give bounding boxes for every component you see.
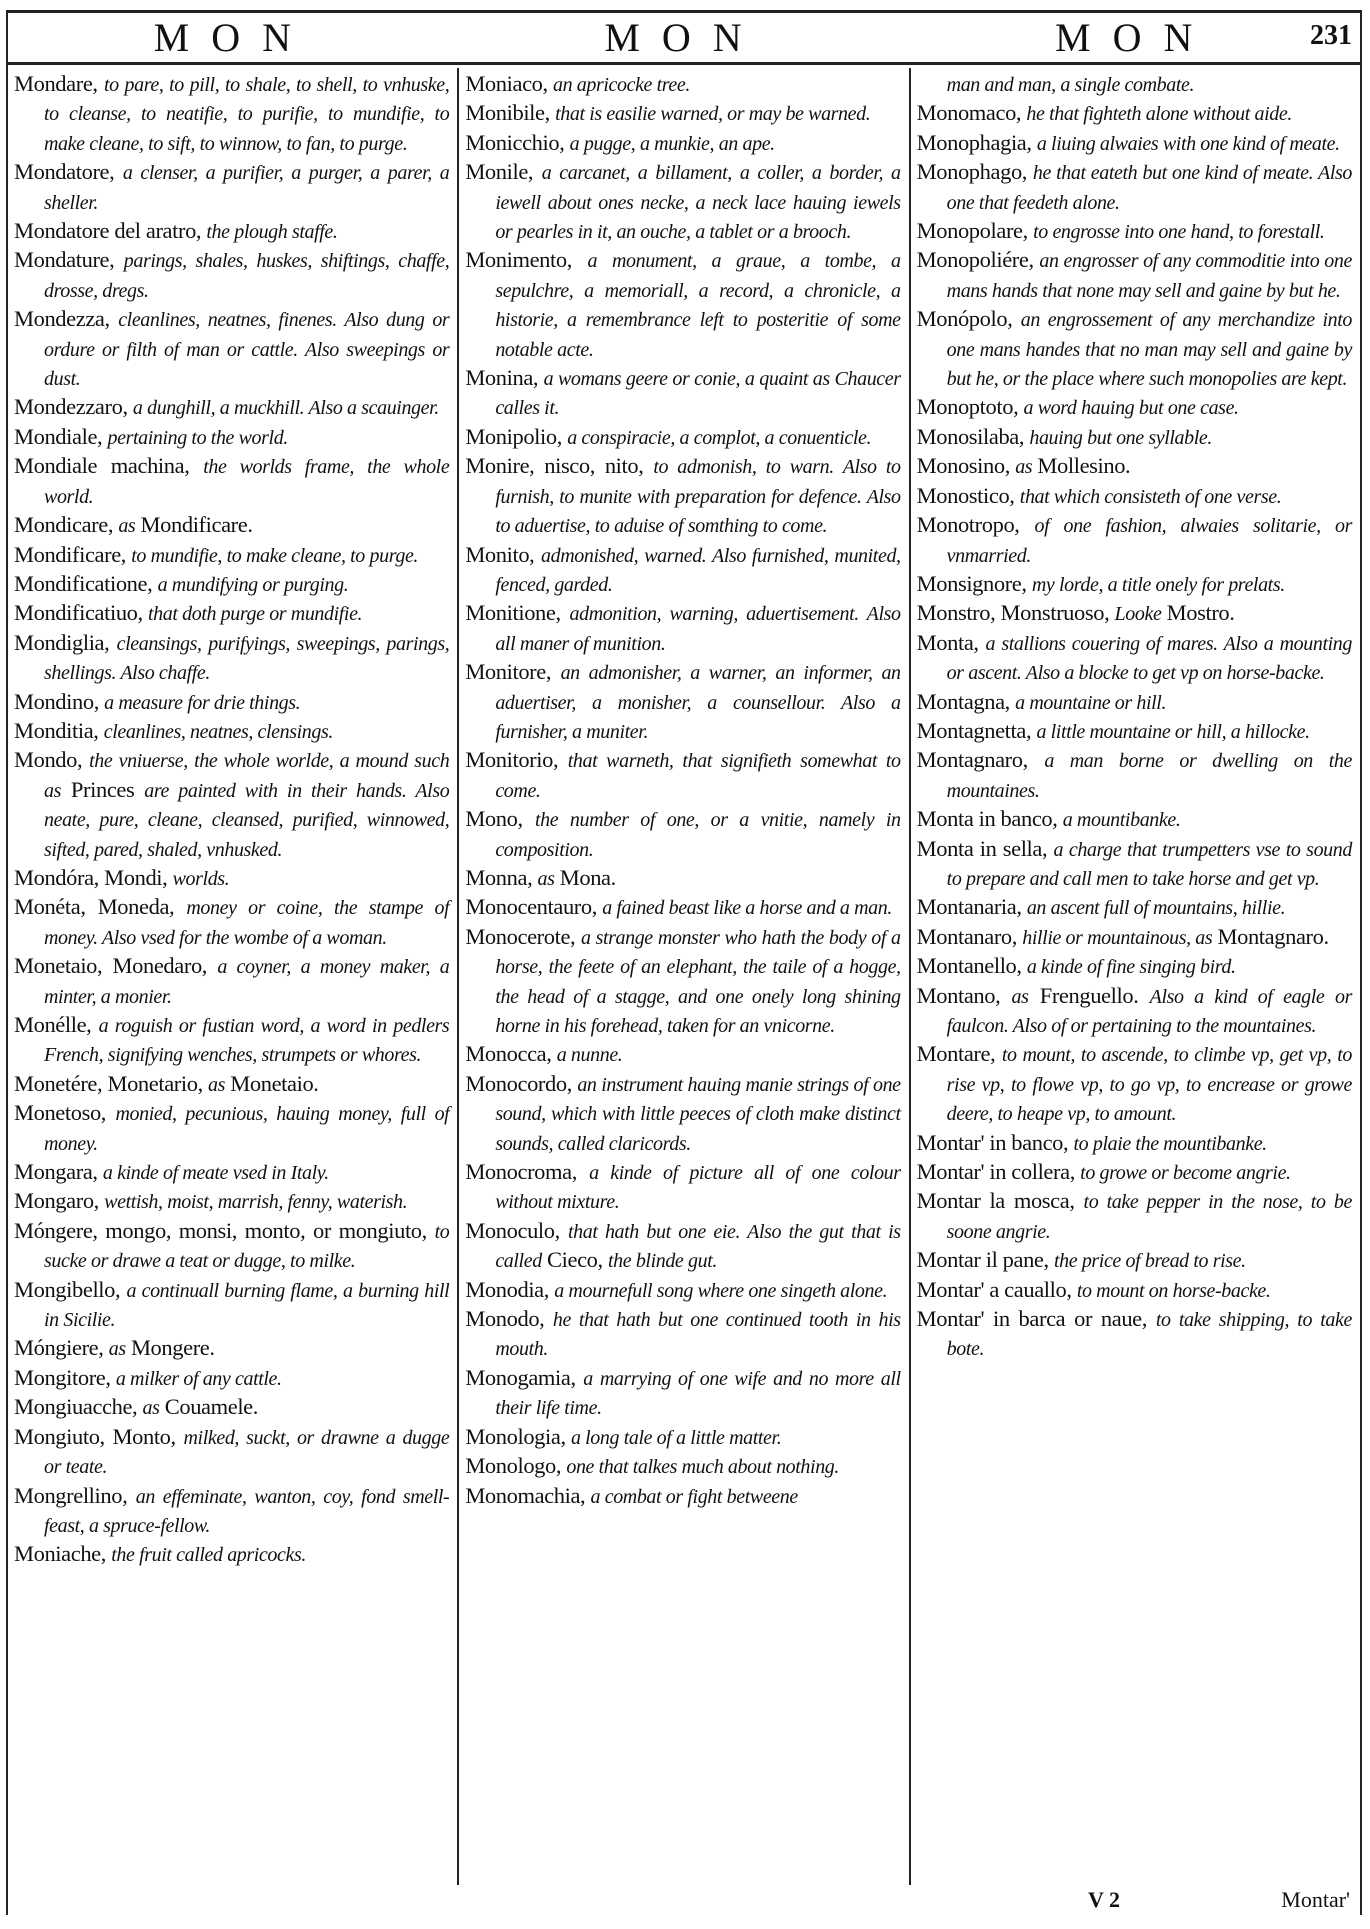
definition: wettish, moist, marrish, fenny, waterish.: [104, 1191, 408, 1214]
definition: a fained beast like a horse and a man.: [602, 897, 892, 920]
definition: a man borne or dwelling on the mountaines.: [946, 750, 1352, 802]
headword: Monélle,: [14, 1012, 92, 1037]
cross-reference: Mongere.: [130, 1335, 215, 1361]
dictionary-entry: [465, 541, 900, 600]
column-1: [8, 68, 459, 1885]
headword: Monocca,: [465, 1041, 552, 1067]
definition: a womans geere or conie, a quaint as Chaucer calles it.: [495, 368, 901, 420]
definition: admonition, warning, aduertisement. Also all maner of munition.: [495, 603, 901, 655]
dictionary-entry: [465, 805, 900, 864]
dictionary-entry: [14, 1334, 449, 1363]
definition: a little mountaine or hill, a hillocke.: [1036, 720, 1310, 743]
definition: the worlds frame, the whole world.: [44, 456, 450, 508]
definition: as: [208, 1073, 226, 1096]
dictionary-entry: [14, 246, 449, 305]
running-head: [8, 14, 1360, 60]
headword: Monile,: [465, 159, 534, 185]
headword: Monoptoto,: [916, 394, 1019, 420]
header-rule: [8, 62, 1360, 65]
definition: a mundifying or purging.: [157, 573, 349, 596]
headword: Mongitore,: [14, 1364, 111, 1390]
definition: to take shipping, to take bote.: [946, 1309, 1352, 1361]
definition: a dunghill, a muckhill. Also a scauinger.: [132, 397, 439, 420]
dictionary-entry: [465, 1305, 900, 1364]
headword: Monitorio,: [465, 747, 559, 773]
definition: the fruit called apricocks.: [111, 1544, 306, 1567]
headword: Mondezza,: [14, 306, 110, 332]
dictionary-entry: [465, 129, 900, 158]
definition: a pugge, a munkie, an ape.: [569, 132, 775, 155]
dictionary-entry: [14, 452, 449, 511]
definition: a kinde of meate vsed in Italy.: [102, 1162, 329, 1185]
dictionary-entry: [917, 570, 1352, 599]
dictionary-entry: [465, 1482, 900, 1511]
dictionary-entry: [465, 99, 900, 128]
dictionary-entry: [917, 952, 1352, 981]
headword: Monipolio,: [465, 423, 562, 449]
dictionary-entry: [465, 864, 900, 893]
dictionary-entry: [917, 688, 1352, 717]
dictionary-entry: [917, 923, 1352, 952]
definition: cleanlines, neatnes, finenes. Also dung or ordure or filth of man or cattle. Also sweepings or dust.: [44, 309, 450, 391]
headword: Monta in banco,: [916, 806, 1058, 832]
dictionary-entry: [465, 923, 900, 1041]
definition: an admonisher, a warner, an informer, an aduertiser, a monisher, a counsellour. Also a furnisher, a muniter.: [495, 662, 901, 743]
headword: Montare,: [916, 1041, 996, 1067]
headword: Monta in sella,: [916, 835, 1048, 861]
headword: Monsignore,: [916, 570, 1027, 596]
dictionary-entry: [917, 746, 1352, 805]
definition: a monument, a graue, a tombe, a sepulchre, a memoriall, a record, a chronicle, a historie, a remembrance left to posteritie of some notable acte.: [495, 250, 901, 361]
headword: Monditia,: [14, 717, 99, 743]
dictionary-entry: [917, 482, 1352, 511]
dictionary-entry: [917, 599, 1352, 628]
definition: a kinde of fine singing bird.: [1026, 956, 1236, 979]
definition: a marrying of one wife and no more all their life time.: [495, 1367, 901, 1420]
definition: to engrosse into one hand, to forestall.: [1033, 221, 1325, 244]
headword: Mondezzaro,: [14, 394, 128, 420]
definition: worlds.: [172, 867, 230, 890]
cross-reference: Cieco,: [547, 1247, 603, 1273]
headword: Mondo,: [14, 747, 83, 773]
dictionary-entry: [917, 70, 1352, 99]
definition: a stallions couering of mares. Also a mounting or ascent. Also a blocke to get vp on horse-backe.: [946, 632, 1352, 685]
dictionary-entry: [917, 246, 1352, 305]
definition: he that hath but one continued tooth in his mouth.: [495, 1309, 901, 1361]
definition: as: [1011, 985, 1029, 1008]
definition: that warneth, that signifieth somewhat to come.: [495, 750, 901, 802]
dictionary-entry: [14, 1423, 449, 1482]
headword: Mondatore,: [14, 159, 115, 185]
definition: of one fashion, alwaies solitarie, or vnmarried.: [946, 515, 1352, 567]
headword: Monitore,: [465, 659, 552, 685]
definition-continued: are painted with in their hands. Also neate, pure, cleane, cleansed, purified, winnowed, sifted, pared, shaled, vnhusked.: [44, 779, 450, 861]
definition: that is easilie warned, or may be warned.: [555, 103, 871, 126]
dictionary-entry: [465, 158, 900, 246]
headword: Monopoliére,: [916, 247, 1034, 273]
headword: Mondóra, Mondi,: [14, 864, 168, 890]
dictionary-entry: [14, 1482, 449, 1541]
headword: Monomaco,: [916, 100, 1022, 126]
definition: to mundifie, to make cleane, to purge.: [131, 544, 419, 567]
dictionary-page: [6, 10, 1362, 1915]
definition: to plaie the mountibanke.: [1073, 1132, 1267, 1155]
headword: Moniaco,: [465, 71, 548, 96]
dictionary-entry: [14, 158, 449, 217]
definition: man and man, a single combate.: [946, 74, 1195, 96]
definition: an apricocke tree.: [552, 74, 690, 96]
definition: to pare, to pill, to shale, to shell, to vnhuske, to cleanse, to neatifie, to purifie, to mundifie, to make cleane, to sift, to winnow, to fan, to purge.: [44, 74, 450, 155]
definition: as: [108, 1338, 126, 1361]
definition: an effeminate, wanton, coy, fond smell-feast, a spruce-fellow.: [44, 1485, 450, 1537]
dictionary-entry: [465, 1040, 900, 1069]
headword: Monito,: [465, 541, 535, 567]
dictionary-entry: [465, 1070, 900, 1158]
dictionary-entry: [465, 1452, 900, 1481]
headword: Mondificatiuo,: [14, 600, 143, 626]
dictionary-entry: [465, 893, 900, 922]
definition: as: [142, 1397, 160, 1420]
dictionary-entry: [465, 246, 900, 364]
definition: that doth purge or mundifie.: [148, 603, 363, 626]
definition: a long tale of a little matter.: [570, 1426, 782, 1449]
definition: a mournefull song where one singeth alone.: [554, 1279, 888, 1302]
headword: Monophagia,: [916, 129, 1032, 155]
headword: Monna,: [465, 864, 533, 890]
headword: Monodo,: [465, 1306, 545, 1332]
definition: my lorde, a title onely for prelats.: [1031, 573, 1285, 596]
headword: Montar' in collera,: [916, 1159, 1075, 1185]
cross-reference: Couamele.: [164, 1394, 258, 1420]
definition: to growe or become angrie.: [1080, 1162, 1291, 1185]
headword: Mongiuto, Monto,: [14, 1423, 176, 1449]
headword: Monocroma,: [465, 1159, 577, 1185]
definition-continued: the blinde gut.: [607, 1250, 717, 1273]
dictionary-entry: [917, 982, 1352, 1041]
dictionary-entry: [14, 893, 449, 952]
guide-word: MON: [604, 14, 764, 60]
signature-mark: V 2: [1088, 1887, 1120, 1912]
headword: Monetaio, Monedaro,: [14, 953, 208, 979]
dictionary-entry: [14, 629, 449, 688]
dictionary-entry: [14, 305, 449, 393]
dictionary-entry: [465, 1423, 900, 1452]
definition: an engrossement of any merchandize into one mans handes that no man may sell and gaine by but he, or the place where such monopolies are kept.: [946, 309, 1352, 391]
headword: Monomachia,: [465, 1482, 586, 1508]
dictionary-entry: [14, 393, 449, 422]
dictionary-entry: [14, 570, 449, 599]
definition: milked, suckt, or drawne a dugge or teate.: [44, 1426, 450, 1479]
headword: Monetoso,: [14, 1100, 107, 1126]
headword: Monocordo,: [465, 1070, 572, 1096]
dictionary-entry: [465, 423, 900, 452]
headword: Montano,: [916, 982, 1001, 1008]
dictionary-entry: [917, 805, 1352, 834]
dictionary-entry: [14, 599, 449, 628]
dictionary-entry: [14, 1217, 449, 1276]
definition: an ascent full of mountains, hillie.: [1026, 897, 1286, 920]
headword: Montagnaro,: [916, 747, 1028, 773]
dictionary-entry: [465, 658, 900, 746]
definition: the price of bread to rise.: [1053, 1250, 1246, 1273]
headword: Montanello,: [916, 953, 1022, 979]
guide-word: MON: [153, 14, 313, 60]
definition: as: [1015, 456, 1033, 479]
definition: he that fighteth alone without aide.: [1026, 103, 1292, 126]
headword: Mongara,: [14, 1159, 98, 1185]
headword: Monocentauro,: [465, 894, 597, 920]
dictionary-entry: [14, 541, 449, 570]
headword: Montar' in barca or naue,: [916, 1306, 1147, 1332]
headword: Monosino,: [916, 453, 1010, 479]
dictionary-entry: [14, 1276, 449, 1335]
definition: he that eateth but one kind of meate. Also one that feedeth alone.: [946, 162, 1352, 214]
headword: Monotropo,: [916, 512, 1020, 538]
definition: to mount, to ascende, to climbe vp, get vp, to rise vp, to flowe vp, to go vp, to encrease or growe deere, to heape vp, to amount.: [946, 1044, 1352, 1126]
dictionary-entry: [14, 1011, 449, 1070]
definition: money or coine, the stampe of money. Also vsed for the wombe of a woman.: [44, 897, 450, 949]
dictionary-entry: [917, 1246, 1352, 1275]
headword: Mondatore del aratro,: [14, 218, 202, 244]
dictionary-entry: [14, 217, 449, 246]
definition: as: [118, 515, 136, 538]
headword: Mondare,: [14, 71, 98, 96]
definition: a liuing alwaies with one kind of meate.: [1036, 132, 1340, 155]
dictionary-entry: [14, 1187, 449, 1216]
headword: Mondiglia,: [14, 629, 110, 655]
headword: Montar il pane,: [916, 1247, 1049, 1273]
headword: Monologo,: [465, 1453, 562, 1479]
headword: Monosilaba,: [916, 423, 1025, 449]
definition: pertaining to the world.: [107, 426, 288, 449]
dictionary-entry: [14, 423, 449, 452]
dictionary-entry: [917, 893, 1352, 922]
definition: that which consisteth of one verse.: [1019, 485, 1282, 508]
headword: Monocerote,: [465, 923, 576, 949]
definition: the plough staffe.: [206, 221, 338, 244]
headword: Montanaria,: [916, 894, 1022, 920]
definition: a kinde of picture all of one colour without mixture.: [495, 1162, 901, 1214]
dictionary-entry: [917, 1040, 1352, 1128]
dictionary-entry: [917, 452, 1352, 481]
definition: hillie or mountainous, as: [1022, 926, 1213, 949]
catchword: Montar': [1281, 1887, 1350, 1912]
headword: Monina,: [465, 365, 539, 391]
dictionary-entry: [465, 1276, 900, 1305]
definition: the number of one, or a vnitie, namely in composition.: [495, 809, 901, 861]
headword: Monibile,: [465, 100, 550, 126]
dictionary-entry: [14, 1393, 449, 1422]
dictionary-entry: [917, 1158, 1352, 1187]
headword: Monopolare,: [916, 218, 1028, 244]
headword: Móngere, mongo, monsi, monto, or mongiuto,: [14, 1217, 427, 1243]
headword: Móngiere,: [14, 1335, 104, 1361]
headword: Monitione,: [465, 600, 561, 626]
headword: Monicchio,: [465, 129, 565, 155]
definition: admonished, warned. Also furnished, munited, fenced, garded.: [495, 544, 901, 596]
dictionary-entry: [465, 364, 900, 423]
headword: Montar' in banco,: [916, 1129, 1069, 1155]
dictionary-entry: [465, 70, 900, 99]
definition: hauing but one syllable.: [1029, 426, 1212, 449]
headword: Mondificare,: [14, 541, 127, 567]
definition: to mount on horse-backe.: [1076, 1279, 1271, 1302]
dictionary-entry: [917, 717, 1352, 746]
headword: Mongaro,: [14, 1188, 99, 1214]
dictionary-entry: [917, 1187, 1352, 1246]
dictionary-entry: [917, 835, 1352, 894]
definition: a measure for drie things.: [104, 691, 301, 714]
headword: Mongrellino,: [14, 1482, 128, 1508]
headword: Mondature,: [14, 247, 115, 273]
dictionary-entry: [917, 423, 1352, 452]
definition: a conspiracie, a complot, a conuenticle.: [567, 426, 872, 449]
dictionary-entry: [14, 1364, 449, 1393]
dictionary-entry: [465, 1158, 900, 1217]
dictionary-entry: [917, 158, 1352, 217]
headword: Mondificatione,: [14, 570, 153, 596]
definition: Looke: [1114, 603, 1162, 626]
dictionary-entry: [14, 688, 449, 717]
headword: Mondicare,: [14, 512, 114, 538]
column-3: [911, 68, 1360, 1885]
dictionary-entry: [465, 599, 900, 658]
headword: Mongiuacche,: [14, 1394, 138, 1420]
headword: Monópolo,: [916, 306, 1013, 332]
dictionary-entry: [917, 217, 1352, 246]
headword: Monetére, Monetario,: [14, 1070, 203, 1096]
definition: that hath but one eie. Also the gut that is called: [495, 1220, 901, 1273]
columns: [8, 68, 1360, 1885]
dictionary-entry: [917, 629, 1352, 688]
definition: a strange monster who hath the body of a horse, the feete of an elephant, the taile of a hogge, the head of a stagge, and one onely long shining horne in his forehead, taken for an vnicorne.: [495, 926, 901, 1037]
headword: Monéta, Moneda,: [14, 894, 175, 920]
definition: parings, shales, huskes, shiftings, chaffe, drosse, dregs.: [44, 250, 450, 302]
headword: Monstro, Monstruoso,: [916, 600, 1110, 626]
definition: a mountibanke.: [1062, 809, 1181, 832]
page-footer: [8, 1885, 1360, 1913]
definition: a roguish or fustian word, a word in pedlers French, signifying wenches, strumpets or whores.: [44, 1015, 450, 1067]
definition: to sucke or drawe a teat or dugge, to milke.: [44, 1220, 450, 1273]
headword: Moniache,: [14, 1541, 106, 1567]
dictionary-entry: [14, 1158, 449, 1187]
cross-reference: Mollesino.: [1037, 453, 1131, 479]
dictionary-entry: [917, 1276, 1352, 1305]
cross-reference: Mondificare.: [140, 512, 253, 538]
definition: a milker of any cattle.: [115, 1367, 282, 1390]
headword: Monimento,: [465, 247, 572, 273]
column-2: [459, 68, 910, 1885]
headword: Mondino,: [14, 688, 99, 714]
cross-reference: Mostro.: [1166, 600, 1235, 626]
dictionary-entry: [465, 1217, 900, 1276]
cross-reference: Monetaio.: [230, 1070, 319, 1096]
dictionary-entry: [917, 129, 1352, 158]
definition: a carcanet, a billament, a coller, a border, a iewell about ones necke, a neck lace hauing iewels or pearles in it, an ouche, a tablet or a brooch.: [495, 162, 901, 244]
dictionary-entry: [465, 452, 900, 540]
headword: Monoculo,: [465, 1217, 560, 1243]
definition: the vniuerse, the whole worlde, a mound such as: [44, 750, 450, 802]
dictionary-entry: [917, 1305, 1352, 1364]
dictionary-entry: [14, 746, 449, 864]
definition: an instrument hauing manie strings of one sound, which with little peeces of cloth make distinct sounds, called claricords.: [495, 1073, 901, 1155]
headword: Monodia,: [465, 1276, 549, 1302]
headword: Mondiale,: [14, 423, 103, 449]
headword: Monologia,: [465, 1423, 566, 1449]
dictionary-entry: [14, 1540, 449, 1569]
headword: Monta,: [916, 629, 979, 655]
dictionary-entry: [465, 1364, 900, 1423]
definition: a word hauing but one case.: [1023, 397, 1239, 420]
headword: Monogamia,: [465, 1364, 576, 1390]
dictionary-entry: [14, 864, 449, 893]
definition: a continuall burning flame, a burning hill in Sicilie.: [44, 1279, 450, 1332]
headword: Montanaro,: [916, 923, 1018, 949]
dictionary-entry: [917, 393, 1352, 422]
definition-continued: Also a kind of eagle or faulcon. Also of or pertaining to the mountaines.: [946, 985, 1352, 1037]
dictionary-entry: [917, 305, 1352, 393]
definition: to admonish, to warn. Also to furnish, to munite with preparation for defence. Also to aduertise, to aduise of somthing to come.: [495, 456, 901, 538]
cross-reference: Frenguello.: [1039, 982, 1139, 1008]
definition: cleanlines, neatnes, clensings.: [103, 720, 333, 743]
definition: a combat or fight betweene: [590, 1485, 798, 1508]
dictionary-entry: [917, 511, 1352, 570]
definition: to take pepper in the nose, to be soone angrie.: [946, 1191, 1352, 1243]
definition: monied, pecunious, hauing money, full of money.: [44, 1103, 450, 1155]
headword: Monophago,: [916, 159, 1028, 185]
headword: Monire, nisco, nito,: [465, 453, 644, 479]
page-number: 231: [1310, 20, 1352, 51]
dictionary-entry: [14, 1099, 449, 1158]
definition: one that talkes much about nothing.: [566, 1456, 839, 1479]
cross-reference: Montagnaro.: [1217, 923, 1329, 949]
headword: Monostico,: [916, 482, 1015, 508]
definition: a charge that trumpetters vse to sound to prepare and call men to take horse and get vp.: [946, 838, 1352, 890]
definition: cleansings, purifyings, sweepings, parings, shellings. Also chaffe.: [44, 632, 450, 685]
headword: Montagna,: [916, 688, 1010, 714]
headword: Montar' a cauallo,: [916, 1276, 1072, 1302]
dictionary-entry: [917, 1129, 1352, 1158]
headword: Montar la mosca,: [916, 1188, 1075, 1214]
dictionary-entry: [14, 1070, 449, 1099]
dictionary-entry: [14, 717, 449, 746]
dictionary-entry: [917, 99, 1352, 128]
definition: a clenser, a purifier, a purger, a parer, a sheller.: [44, 162, 450, 214]
dictionary-entry: [14, 70, 449, 158]
cross-reference: Princes: [70, 776, 135, 802]
cross-reference: Mona.: [559, 864, 616, 890]
definition: as: [537, 867, 555, 890]
headword: Mondiale machina,: [14, 453, 190, 479]
definition: a nunne.: [556, 1044, 623, 1067]
definition: a mountaine or hill.: [1015, 691, 1167, 714]
definition: an engrosser of any commoditie into one mans hands that none may sell and gaine by but he.: [946, 250, 1352, 302]
headword: Mono,: [465, 806, 523, 832]
definition: a coyner, a money maker, a minter, a monier.: [44, 956, 450, 1008]
headword: Montagnetta,: [916, 717, 1032, 743]
dictionary-entry: [465, 746, 900, 805]
guide-word: MON: [1055, 14, 1215, 60]
dictionary-entry: [14, 952, 449, 1011]
dictionary-entry: [14, 511, 449, 540]
headword: Mongibello,: [14, 1276, 121, 1302]
